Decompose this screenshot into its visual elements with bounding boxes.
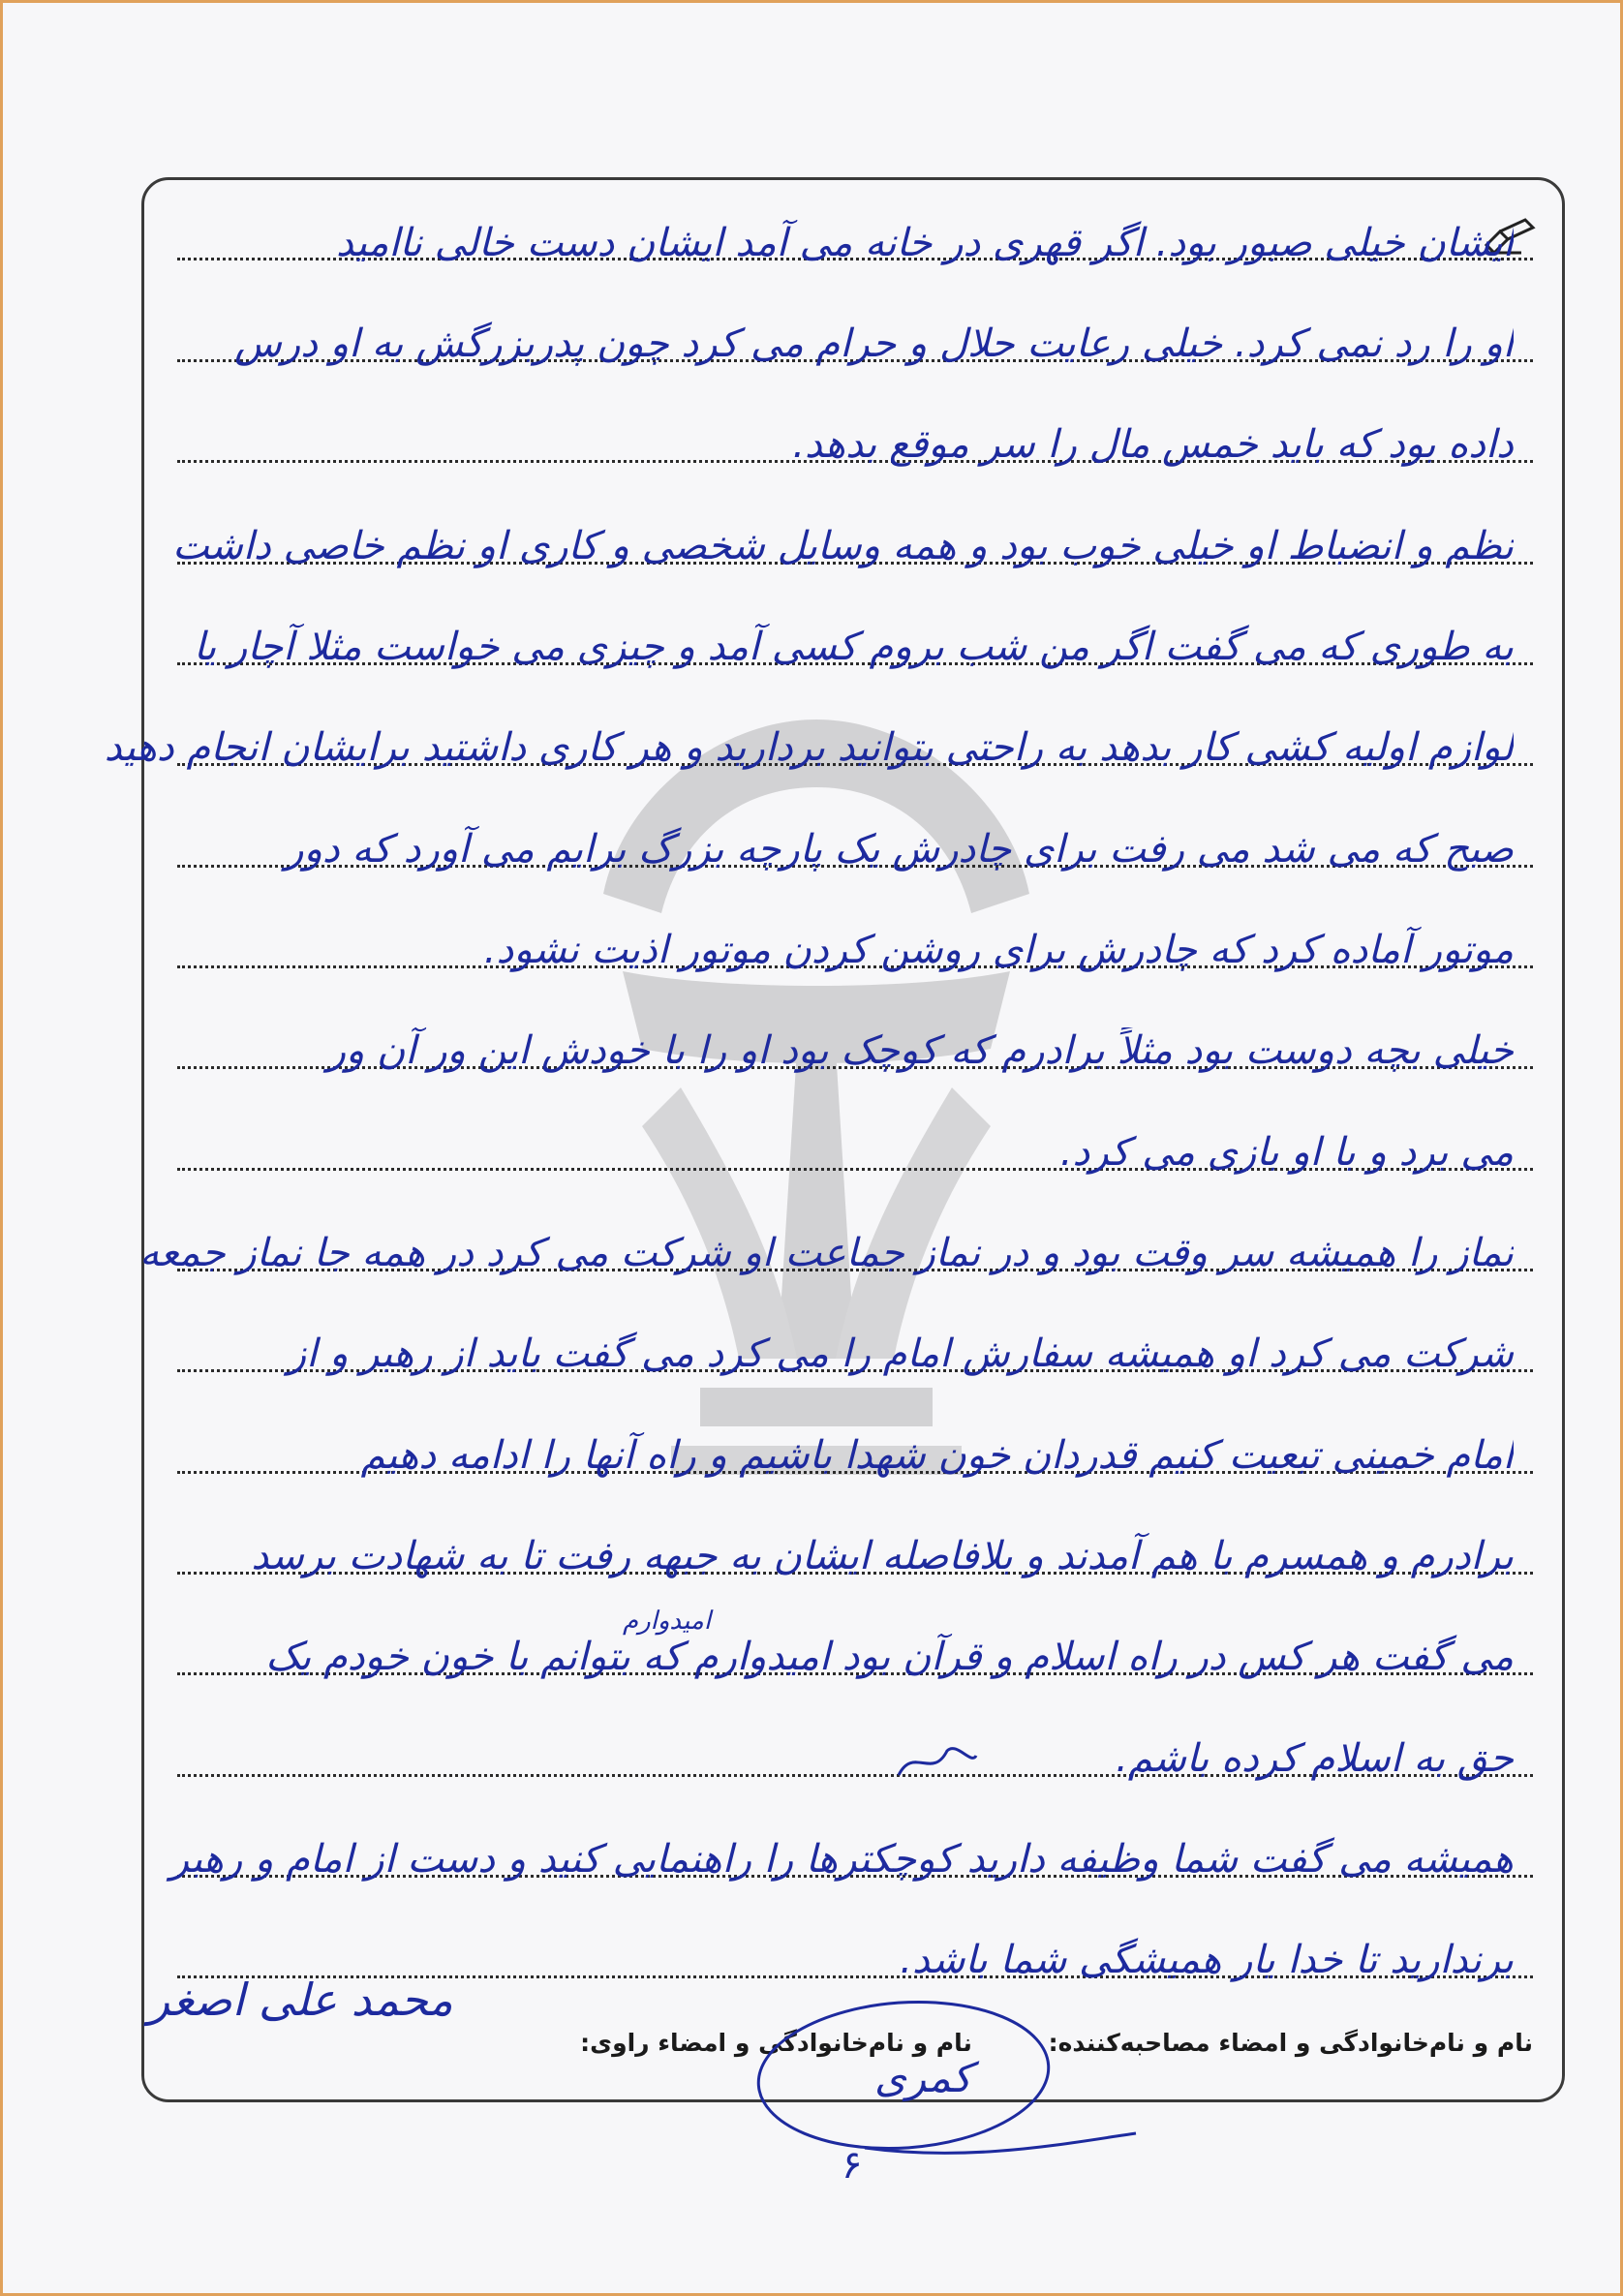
handwritten-line: حق به اسلام کرده باشم. bbox=[1116, 1736, 1514, 1781]
handwritten-line: برندارید تا خدا یار همیشگی شما باشد. bbox=[900, 1938, 1514, 1982]
handwritten-line: او را رد نمی کرد. خیلی رعایت حلال و حرام می کرد چون پدربزرگش به او درس bbox=[234, 321, 1514, 366]
narrator-signature: محمد علی اصغر bbox=[148, 1974, 453, 2026]
interline-note: امیدوارم bbox=[623, 1607, 712, 1636]
handwritten-line: نماز را همیشه سر وقت بود و در نماز جماعت او شرکت می کرد در همه جا نماز جمعه bbox=[139, 1231, 1514, 1275]
handwritten-line: می گفت هر کس در راه اسلام و قرآن بود امیدوارم که بتوانم با خون خودم یک bbox=[265, 1635, 1514, 1679]
handwritten-line: به طوری که می گفت اگر من شب بروم کسی آمد و چیزی می خواست مثلا آچار یا bbox=[193, 625, 1514, 669]
handwritten-line: ایشان خیلی صبور بود. اگر قهری در خانه می آمد ایشان دست خالی ناامید bbox=[335, 221, 1514, 265]
handwritten-line: شرکت می کرد او همیشه سفارش امام را می کرد می گفت باید از رهبر و از bbox=[287, 1332, 1514, 1376]
page-number: ۶ bbox=[842, 2143, 863, 2188]
handwritten-line: صبح که می شد می رفت برای چادرش یک پارچه بزرگ برایم می آورد که دور bbox=[285, 827, 1514, 872]
interviewer-signature: کمری bbox=[874, 2054, 972, 2101]
correction-scribble bbox=[894, 1736, 981, 1785]
handwritten-line: می برد و با او بازی می کرد. bbox=[1059, 1130, 1514, 1175]
handwritten-line: موتور آماده کرد که چادرش برای روشن کردن موتور اذیت نشود. bbox=[483, 928, 1514, 972]
handwritten-line: داده بود که باید خمس مال را سر موقع بدهد. bbox=[792, 422, 1514, 467]
handwritten-line: برادرم و همسرم با هم آمدند و بلافاصله ایشان به جبهه رفت تا به شهادت برسد bbox=[251, 1534, 1514, 1578]
handwritten-line: نظم و انضباط او خیلی خوب بود و همه وسایل شخصی و کاری او نظم خاصی داشت bbox=[172, 524, 1514, 568]
narrator-label: نام و نام‌خانوادگی و امضاء راوی: bbox=[580, 2029, 972, 2057]
handwritten-line: امام خمینی تبعیت کنیم قدردان خون شهدا باشیم و راه آنها را ادامه دهیم bbox=[360, 1433, 1514, 1478]
handwritten-line: خیلی بچه دوست بود مثلاً برادرم که کوچک بود او را با خودش این ور آن ور bbox=[326, 1028, 1514, 1073]
handwritten-line: لوازم اولیه کشی کار بدهد به راحتی بتوانید بردارید و هر کاری داشتید برایشان انجام دهید bbox=[104, 725, 1514, 770]
handwritten-line: همیشه می گفت شما وظیفه دارید کوچکترها را راهنمایی کنید و دست از امام و رهبر bbox=[169, 1837, 1514, 1882]
interviewer-label: نام و نام‌خانوادگی و امضاء مصاحبه‌کننده: bbox=[1048, 2029, 1533, 2057]
